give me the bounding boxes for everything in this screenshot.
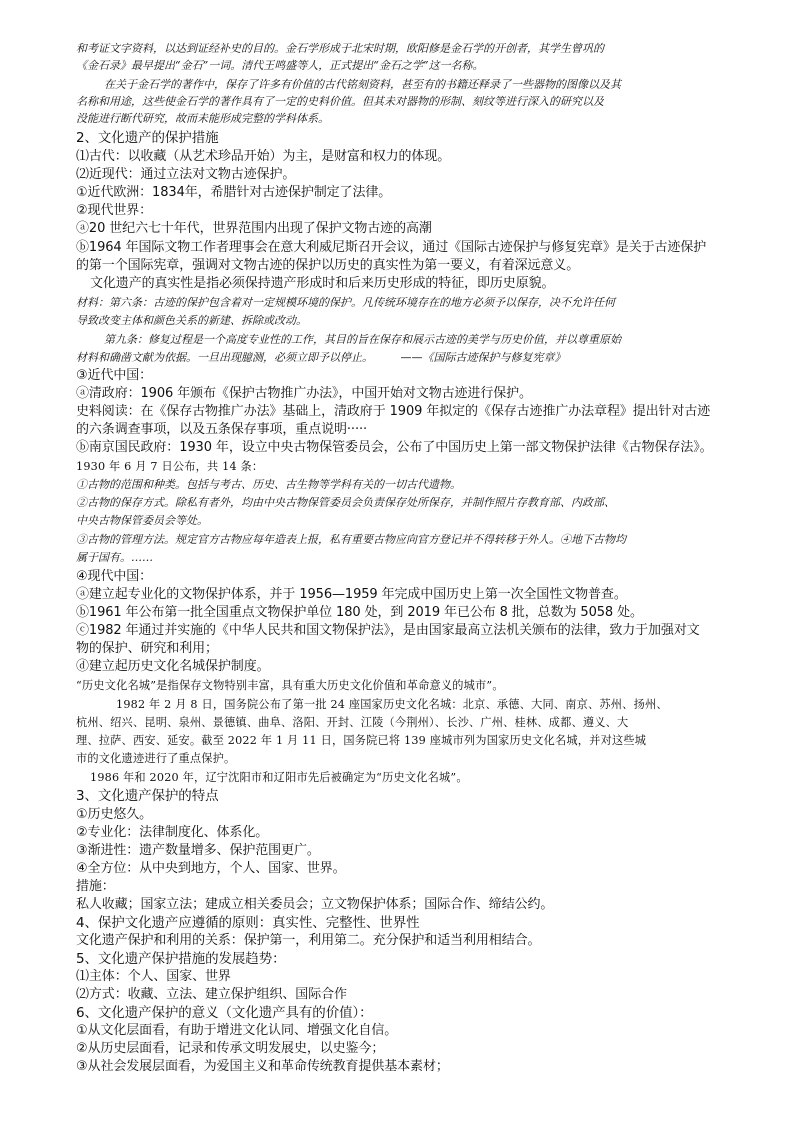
text-line: 材料和确凿文献为依据。一旦出现臆测，必须立即予以停止。 ——《国际古迹保护与修复宪章》 xyxy=(76,351,566,364)
text-line: ②古物的保存方式。除私有者外，均由中央古物保管委员会负责保存处所保存，并制作照片存教育部、内政部、 xyxy=(76,496,615,509)
text-line: 在关于金石学的著作中，保存了许多有价值的古代铭刻资料，甚至有的书籍还释录了一些器物的图像以及其 xyxy=(104,78,621,91)
text-line: ①历史悠久。 xyxy=(76,807,153,822)
section-heading: 6、文化遗产保护的意义（文化遗产具有的价值）： xyxy=(76,1005,373,1021)
text-line: ②现代世界： xyxy=(76,203,153,218)
text-line: 第九条：修复过程是一个高度专业性的工作，其目的旨在保存和展示古迹的美学与历史价值，并以尊重原始 xyxy=(104,333,621,346)
text-line: ⑴古代：以收藏（从艺术珍品开始）为主，是财富和权力的体现。 xyxy=(76,149,451,164)
text-line: ③古物的管理方法。规定官方古物应每年造表上报，私有重要古物应向官方登记并不得转移于外人。④地下古物均 xyxy=(76,533,626,546)
text-line: 市的文化遗迹进行了重点保护。 xyxy=(76,752,236,765)
text-line: ②从历史层面看，记录和传承文明发展史，以史鉴今； xyxy=(76,1041,385,1056)
text-line: ⑵近现代：通过立法对文物古迹保护。 xyxy=(76,167,296,182)
text-line: 中央古物保管委员会等处。 xyxy=(76,514,208,527)
text-line: 《金石录》最早提出“金石”一词。清代王鸣盛等人，正式提出“金石之学”这一名称。 xyxy=(76,59,484,72)
text-line: ⓑ1961 年公布第一批全国重点文物保护单位 180 处，到 2019 年已公布 8 批，总数为 5058 处。 xyxy=(76,605,643,620)
text-line: 名称和用途，这些使金石学的著作具有了一定的史料价值。但其未对器物的形制、刻纹等进行深入的研究以及 xyxy=(76,95,604,108)
text-line: 私人收藏；国家立法；建成立相关委员会；立文物保护体系；国际合作、缔结公约。 xyxy=(76,897,554,912)
text-line: ⓐ建立起专业化的文物保护体系，并于 1956—1959 年完成中国历史上第一次全国性文物普查。 xyxy=(76,587,627,602)
text-line: ⑵方式：收藏、立法、建立保护组织、国际合作 xyxy=(76,987,347,1002)
text-line: ⓑ1964 年国际文物工作者理事会在意大利威尼斯召开会议，通过《国际古迹保护与修复宪章》是关于古迹保护 xyxy=(76,240,707,255)
text-line: ①古物的范围和种类。包括与考古、历史、古生物等学科有关的一切古代遗物。 xyxy=(76,478,461,491)
text-line: 措施： xyxy=(76,879,115,894)
text-line: 1930 年 6 月 7 日公布，共 14 条： xyxy=(76,460,264,473)
text-line: “历史文化名城”是指保存文物特别丰富，具有重大历史文化价值和革命意义的城市”。 xyxy=(76,679,504,692)
text-line: 没能进行断代研究，故而未能形成完整的学科体系。 xyxy=(76,112,329,125)
text-line: 导致改变主体和颜色关系的新建、拆除或改动。 xyxy=(76,314,307,327)
text-line: ⓓ建立起历史文化名城保护制度。 xyxy=(76,659,270,674)
text-line: ③从社会发展层面看，为爱国主义和革命传统教育提供基本素材； xyxy=(76,1059,449,1074)
text-line: 材料：第六条：古迹的保护包含着对一定规模环境的保护。凡传统环境存在的地方必须予以保存，决不允许任何 xyxy=(76,296,615,309)
text-line: 的六条调查事项，以及五条保存事项，重点说明····· xyxy=(76,422,368,437)
text-line: 和考证文字资料，以达到证经补史的目的。金石学形成于北宋时期，欧阳修是金石学的开创者，其学生曾巩的 xyxy=(76,42,604,55)
text-line: ③渐进性：遗产数量增多、保护范围更广。 xyxy=(76,843,320,858)
text-line: 的第一个国际宪章，强调对文物古迹的保护以历史的真实性为第一要义，有着深远意义。 xyxy=(76,258,580,273)
text-line: ③近代中国： xyxy=(76,368,153,383)
text-line: ⓐ清政府：1906 年颁布《保护古物推广办法》，中国开始对文物古迹进行保护。 xyxy=(76,386,532,401)
text-line: 史料阅读：在《保存古物推广办法》基础上，清政府于 1909 年拟定的《保存古迹推广办法章程》提出针对古迹 xyxy=(76,404,711,419)
section-heading: 3、文化遗产保护的特点 xyxy=(76,788,219,804)
text-line: ⑴主体：个人、国家、世界 xyxy=(76,969,231,984)
text-line: 物的保护、研究和利用； xyxy=(76,641,218,656)
text-line: ②专业化：法律制度化、体系化。 xyxy=(76,825,269,840)
text-line: ⓑ南京国民政府：1930 年，设立中央古物保管委员会，公布了中国历史上第一部文物保护法律《古物保存法》。 xyxy=(76,440,713,455)
text-line: ④现代中国： xyxy=(76,569,153,584)
text-line: 属于国有。…… xyxy=(76,551,153,564)
text-line: 文化遗产保护和利用的关系：保护第一，利用第二。充分保护和适当利用相结合。 xyxy=(76,933,541,948)
section-heading: 5、文化遗产保护措施的发展趋势： xyxy=(76,951,286,967)
section-heading: 2、文化遗产的保护措施 xyxy=(76,130,219,146)
section-heading: 4、保护文化遗产应遵循的原则：真实性、完整性、世界性 xyxy=(76,915,420,931)
text-line: ①从文化层面看，有助于增进文化认同、增强文化自信。 xyxy=(76,1023,398,1038)
text-line: ⓐ20 世纪六七十年代，世界范围内出现了保护文物古迹的高潮 xyxy=(76,221,432,236)
text-line: ④全方位：从中央到地方，个人、国家、世界。 xyxy=(76,861,346,876)
text-line: ①近代欧洲：1834年，希腊针对古迹保护制定了法律。 xyxy=(76,185,392,200)
text-line: 理、拉萨、西安、延安。截至 2022 年 1 月 11 日，国务院已将 139 座城市列为国家历史文化名城，并对这些城 xyxy=(76,734,647,747)
text-line: 1982 年 2 月 8 日，国务院公布了第一批 24 座国家历史文化名城：北京、承德、大同、南京、苏州、扬州、 xyxy=(116,698,668,711)
text-line: 文化遗产的真实性是指必须保持遗产形成时和后来历史形成的特征，即历史原貌。 xyxy=(90,276,555,291)
text-line: 1986 年和 2020 年，辽宁沈阳市和辽阳市先后被确定为“历史文化名城”。 xyxy=(90,771,468,784)
text-line: 杭州、绍兴、昆明、泉州、景德镇、曲阜、洛阳、开封、江陵（今荆州）、长沙、广州、桂林、成都、遵义、大 xyxy=(76,716,629,729)
text-line: ⓒ1982 年通过并实施的《中华人民共和国文物保护法》，是由国家最高立法机关颁布的法律，致力于加强对文 xyxy=(76,623,700,638)
